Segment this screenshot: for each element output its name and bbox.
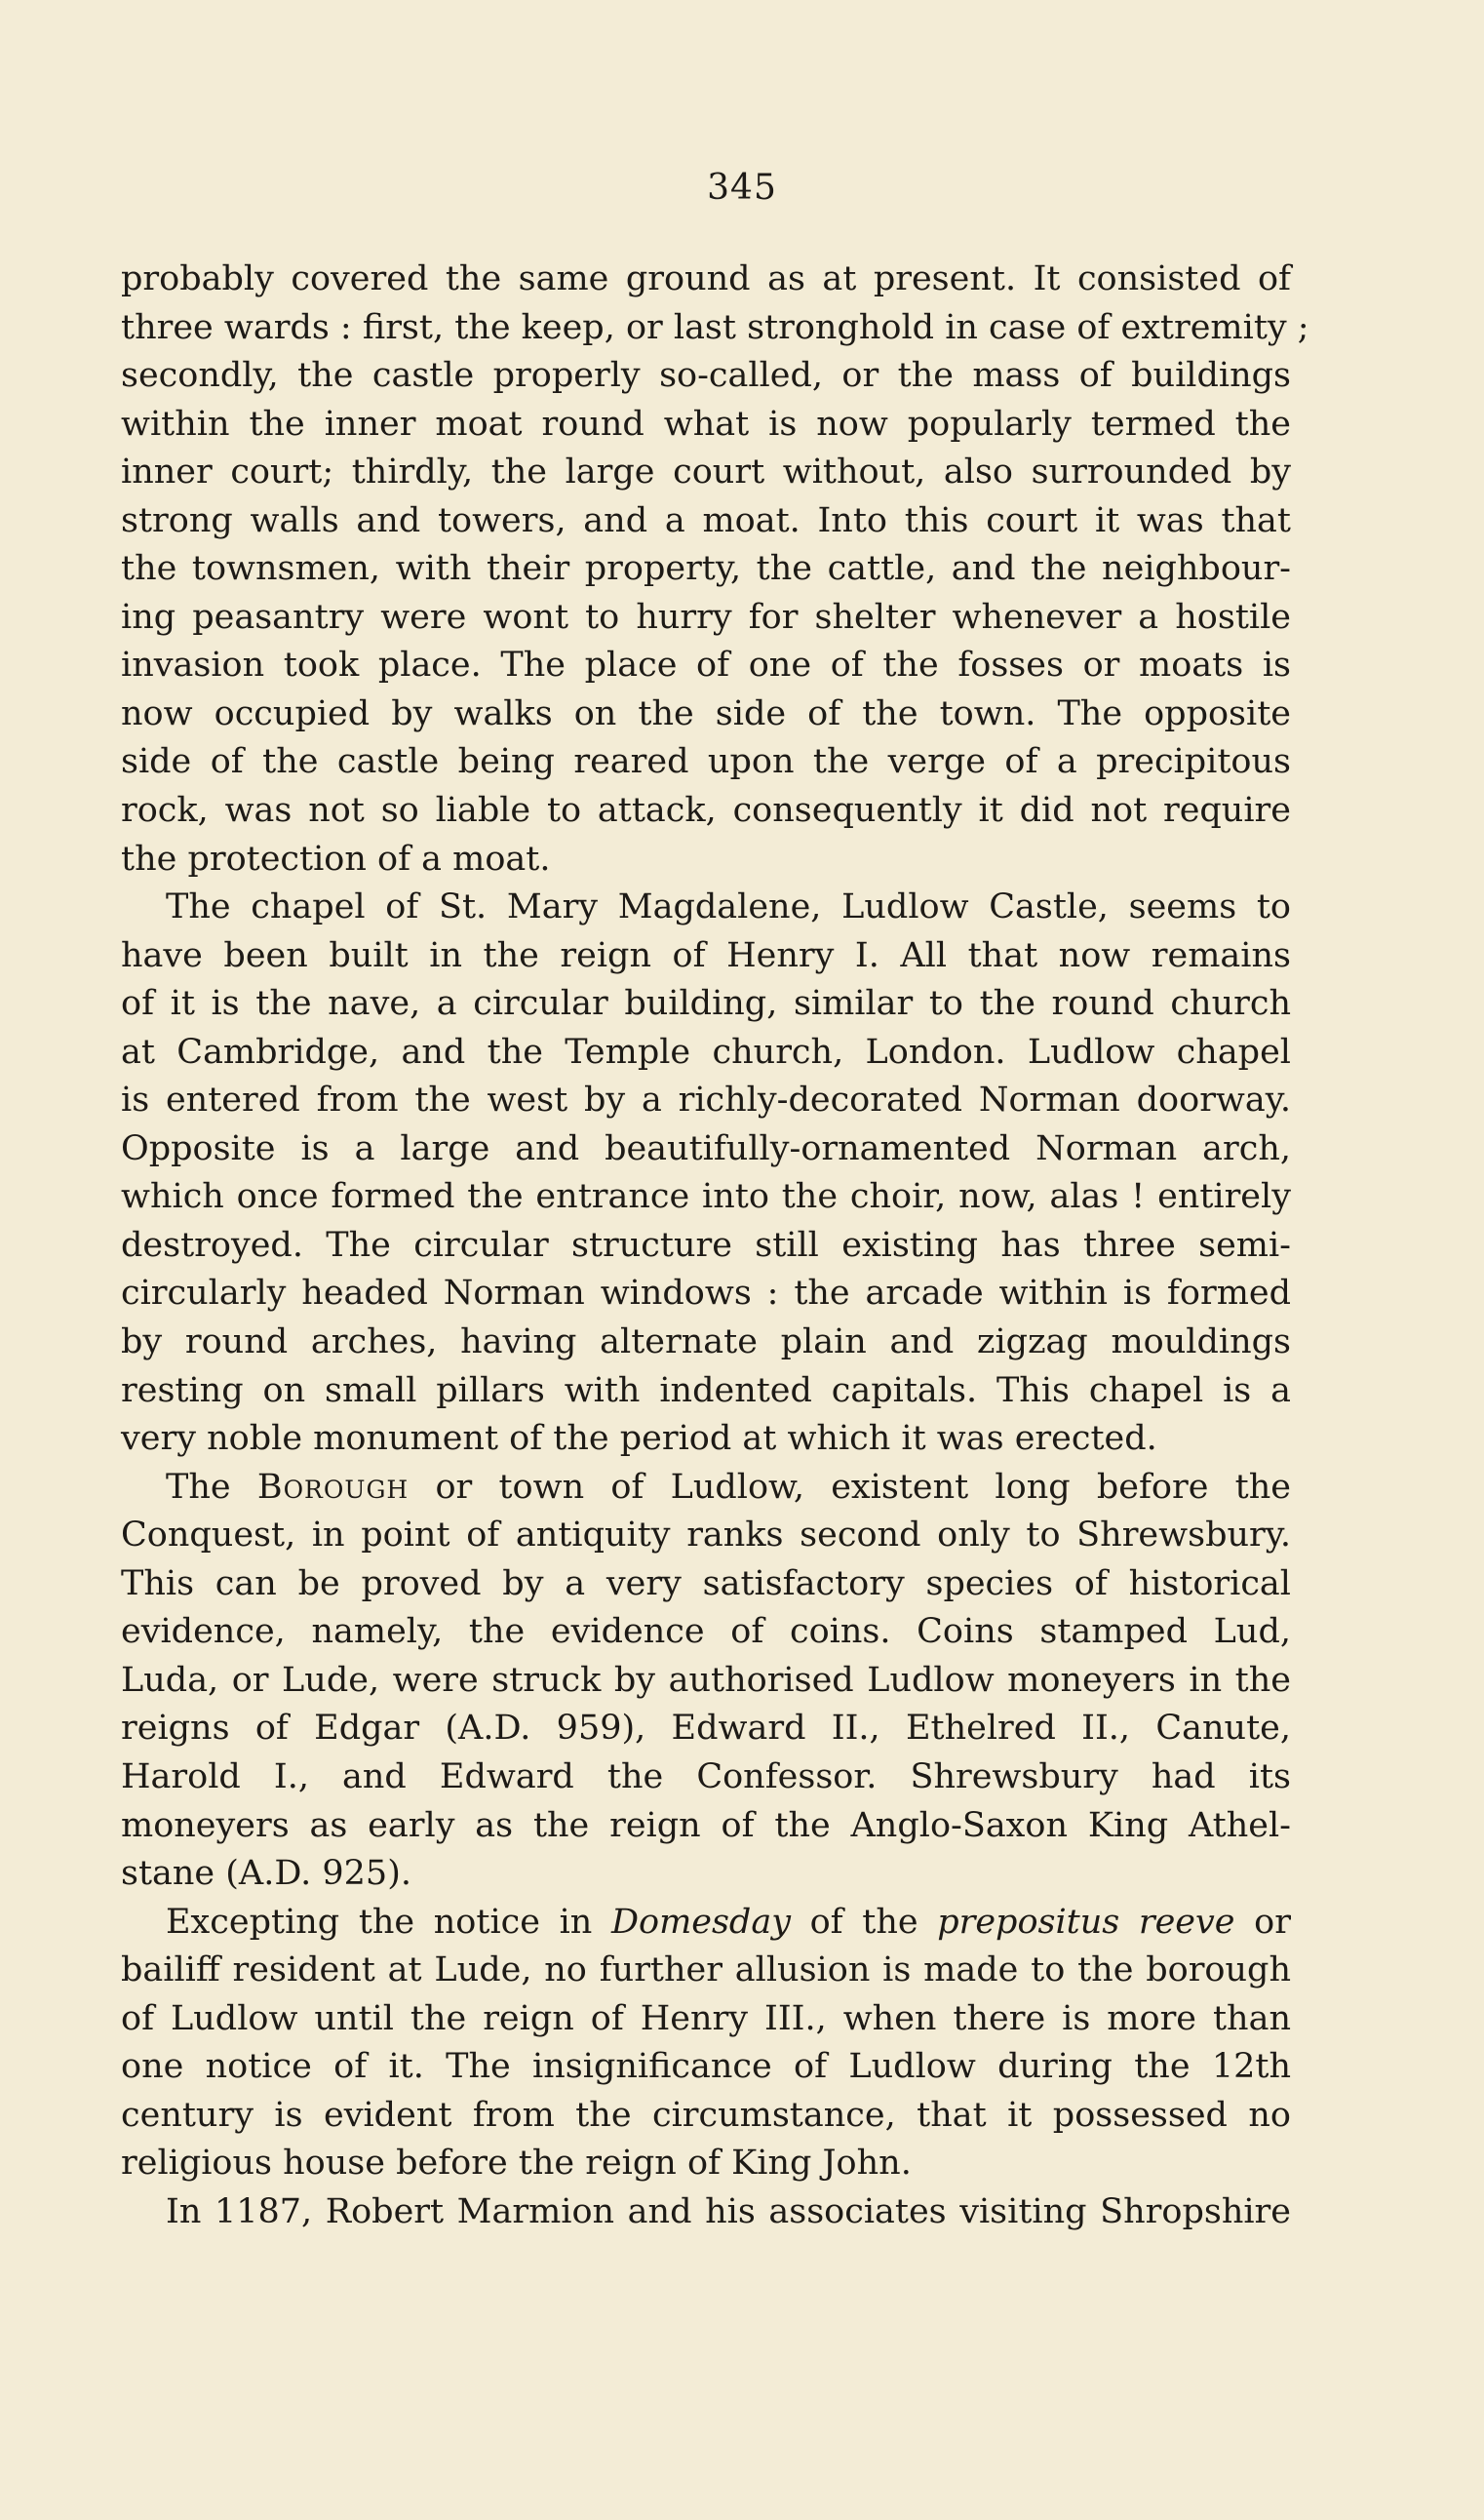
text-line: of it is the nave, a circular building, similar to the round church	[121, 984, 1291, 1024]
text-line: by round arches, having alternate plain and zigzag mouldings	[121, 1322, 1291, 1362]
text-line: bailiff resident at Lude, no further allusion is made to the borough	[121, 1950, 1291, 1990]
text-line: resting on small pillars with indented capitals. This chapel is a	[121, 1370, 1291, 1410]
paragraph	[121, 1899, 1291, 2188]
paragraph	[121, 1464, 1291, 1899]
text-line: very noble monument of the period at which it was erected.	[121, 1419, 1157, 1459]
text-line: stane (A.D. 925).	[121, 1854, 411, 1894]
text-run: of the	[809, 1902, 918, 1942]
text-line: evidence, namely, the evidence of coins. Coins stamped Lud,	[121, 1612, 1291, 1652]
text-run: Excepting the notice in	[166, 1902, 593, 1942]
text-line	[121, 1464, 1291, 1513]
text-line: side of the castle being reared upon the verge of a precipitous	[121, 742, 1291, 782]
text-line: one notice of it. The insignificance of Ludlow during the 12th	[121, 2047, 1291, 2087]
text-line: Luda, or Lude, were struck by authorised Ludlow moneyers in the	[121, 1660, 1291, 1700]
paragraph	[121, 884, 1291, 1464]
text-line: destroyed. The circular structure still existing has three semi-	[121, 1225, 1291, 1265]
text-line: probably covered the same ground as at present. It consisted of	[121, 259, 1291, 298]
text-line: This can be proved by a very satisfactory species of historical	[121, 1563, 1291, 1603]
text-line: three wards : first, the keep, or last stronghold in case of extremity ;	[121, 307, 1309, 347]
text-line: secondly, the castle properly so-called, or the mass of buildings	[121, 356, 1291, 396]
text-line: century is evident from the circumstance, that it possessed no	[121, 2095, 1291, 2135]
text-line: reigns of Edgar (A.D. 959), Edward II., Ethelred II., Canute,	[121, 1709, 1291, 1749]
text-line: within the inner moat round what is now popularly termed the	[121, 404, 1291, 444]
italic-term: Domesday	[610, 1902, 791, 1942]
text-run: or town of Ludlow, existent long before the	[435, 1467, 1291, 1507]
text-line: In 1187, Robert Marmion and his associates visiting Shropshire	[166, 2191, 1291, 2231]
text-line: moneyers as early as the reign of the Anglo-Saxon King Athel-	[121, 1805, 1291, 1845]
text-line: religious house before the reign of King John.	[121, 2144, 912, 2184]
text-run: The	[166, 1467, 231, 1507]
text-line: Opposite is a large and beautifully-ornamented Norman arch,	[121, 1128, 1291, 1168]
text-line: Conquest, in point of antiquity ranks second only to Shrewsbury.	[121, 1516, 1291, 1555]
text-line: inner court; thirdly, the large court without, also surrounded by	[121, 453, 1291, 492]
text-line: invasion took place. The place of one of the fosses or moats is	[121, 646, 1291, 686]
text-line: which once formed the entrance into the choir, now, alas ! entirely	[121, 1177, 1291, 1217]
text-line: circularly headed Norman windows : the arcade within is formed	[121, 1274, 1291, 1314]
text-line: The chapel of St. Mary Magdalene, Ludlow Castle, seems to	[166, 887, 1291, 927]
text-run: or	[1254, 1902, 1291, 1942]
page-number: 345	[707, 168, 777, 208]
text-line: Harold I., and Edward the Confessor. Shrewsbury had its	[121, 1756, 1291, 1796]
italic-term: prepositus reeve	[937, 1902, 1235, 1942]
text-line: at Cambridge, and the Temple church, London. Ludlow chapel	[121, 1032, 1291, 1072]
text-line: ing peasantry were wont to hurry for shelter whenever a hostile	[121, 597, 1291, 637]
text-line	[121, 1899, 1291, 1948]
paragraph	[121, 256, 1309, 884]
text-line: strong walls and towers, and a moat. Into this court it was that	[121, 500, 1291, 540]
text-line: rock, was not so liable to attack, consequently it did not require	[121, 791, 1291, 831]
text-line: have been built in the reign of Henry I. All that now remains	[121, 935, 1291, 975]
smallcaps-term: Borough	[256, 1467, 410, 1507]
body-text	[121, 256, 1309, 2236]
text-line: the protection of a moat.	[121, 839, 551, 879]
text-line: now occupied by walks on the side of the town. The opposite	[121, 693, 1291, 733]
paragraph	[121, 2188, 1291, 2237]
text-line: of Ludlow until the reign of Henry III., when there is more than	[121, 1998, 1291, 2038]
text-line: the townsmen, with their property, the cattle, and the neighbour-	[121, 549, 1291, 589]
text-line: is entered from the west by a richly-decorated Norman doorway.	[121, 1081, 1291, 1121]
